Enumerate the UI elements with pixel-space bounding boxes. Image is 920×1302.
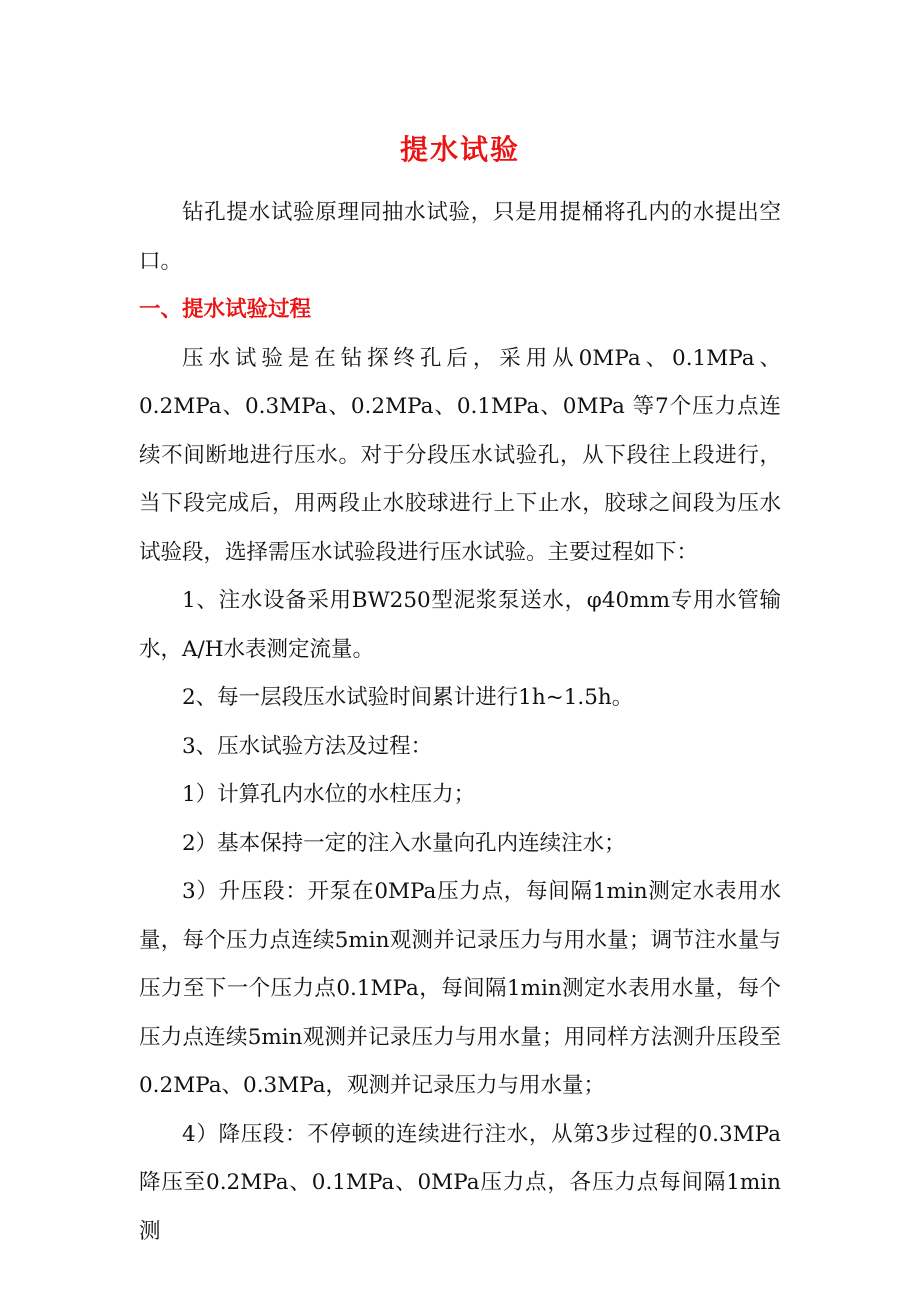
paragraph-substep-1: 1）计算孔内水位的水柱压力；: [182, 782, 476, 807]
paragraph-substep-4: 4）降压段：不停顿的连续进行注水，从第3步过程的0.3MPa降压至0.2MPa、0.1MPa、0MPa压力点，各压力点每间隔1min测: [139, 1121, 781, 1244]
intro-paragraph: 钻孔提水试验原理同抽水试验，只是用提桶将孔内的水提出空口。: [139, 200, 781, 274]
paragraph-step-3: 3、压水试验方法及过程：: [182, 733, 433, 759]
document-body: [139, 189, 781, 1256]
paragraph-substep-2: 2）基本保持一定的注入水量向孔内连续注水；: [182, 830, 626, 856]
paragraph-substep-3: 3）升压段：开泵在0MPa压力点，每间隔1min测定水表用水量，每个压力点连续5min观测并记录压力与用水量；调节注水量与压力至下一个压力点0.1MPa，每间隔1min测定水表用水量，每个压力点连续5min观测并记录压力与用水量；用同样方法测升压段至0.2MPa、0.3MPa，观测并记录压力与用水量；: [139, 879, 781, 1098]
paragraph-step-1: 1、注水设备采用BW250型泥浆泵送水，φ40mm专用水管输水，A/H水表测定流量。: [139, 588, 781, 662]
paragraph-procedure-overview: 压水试验是在钻探终孔后，采用从0MPa、0.1MPa、0.2MPa、0.3MPa、0.2MPa、0.1MPa、0MPa 等7个压力点连续不间断地进行压水。对于分段压水试验孔，从下段往上段进行，当下段完成后，用两段止水胶球进行上下止水，胶球之间段为压水试验段，选择需压水试验段进行压水试验。主要过程如下：: [139, 345, 781, 565]
paragraph-step-2: 2、每一层段压水试验时间累计进行1h~1.5h。: [182, 685, 634, 710]
section-heading: 一、提水试验过程: [139, 297, 312, 322]
document-title: 提水试验: [399, 133, 520, 166]
